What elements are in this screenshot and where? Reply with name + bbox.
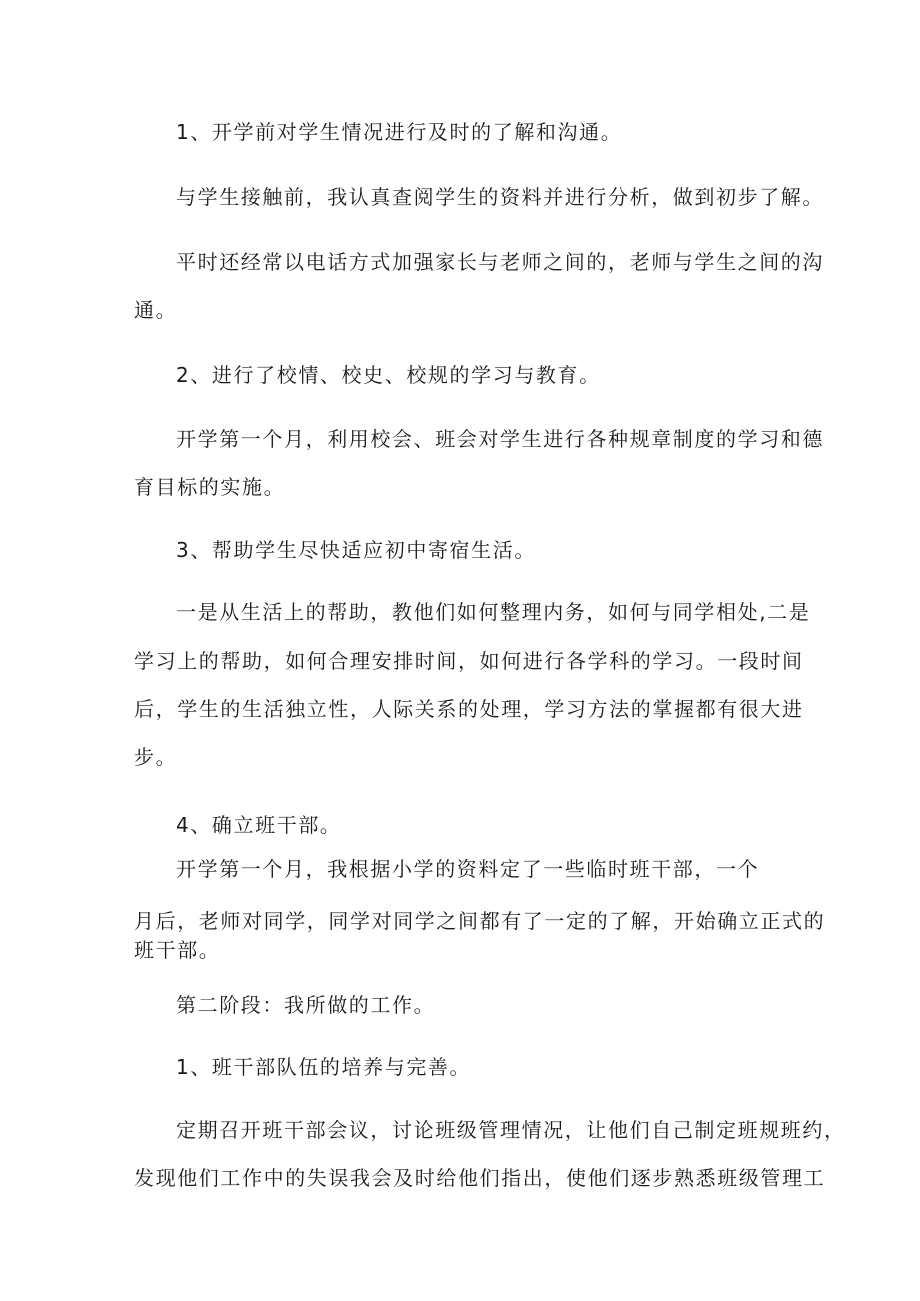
text-line: 3、帮助学生尽快适应初中寄宿生活。 <box>176 538 536 562</box>
text-line: 与学生接触前，我认真查阅学生的资料并进行分析，做到初步了解。 <box>176 185 824 209</box>
text-line: 2、进行了校情、校史、校规的学习与教育。 <box>176 363 601 387</box>
text-line: 第二阶段：我所做的工作。 <box>176 993 436 1017</box>
text-line: 通。 <box>134 298 178 322</box>
text-line: 平时还经常以电话方式加强家长与老师之间的，老师与学生之间的沟 <box>176 250 824 274</box>
text-line: 步。 <box>134 745 178 769</box>
text-line: 育目标的实施。 <box>134 475 286 499</box>
text-line: 1、班干部队伍的培养与完善。 <box>176 1055 472 1079</box>
text-line: 4、确立班干部。 <box>176 813 342 837</box>
text-line: 一是从生活上的帮助，教他们如何整理内务，如何与同学相处,二是 <box>176 600 811 624</box>
text-line: 1、开学前对学生情况进行及时的了解和沟通。 <box>176 120 623 144</box>
text-line: 定期召开班干部会议，讨论班级管理情况，让他们自己制定班规班约， <box>176 1118 846 1142</box>
text-line: 发现他们工作中的失误我会及时给他们指出，使他们逐步熟悉班级管理工 <box>134 1166 826 1190</box>
text-line: 开学第一个月，我根据小学的资料定了一些临时班干部，一个 <box>176 857 760 881</box>
text-line: 后，学生的生活独立性，人际关系的处理，学习方法的掌握都有很大进 <box>134 697 804 721</box>
text-line: 班干部。 <box>134 938 221 962</box>
text-line: 学习上的帮助，如何合理安排时间，如何进行各学科的学习。一段时间 <box>134 649 804 673</box>
text-line: 月后，老师对同学，同学对同学之间都有了一定的了解，开始确立正式的 <box>134 909 826 933</box>
text-line: 开学第一个月，利用校会、班会对学生进行各种规章制度的学习和德 <box>176 427 824 451</box>
